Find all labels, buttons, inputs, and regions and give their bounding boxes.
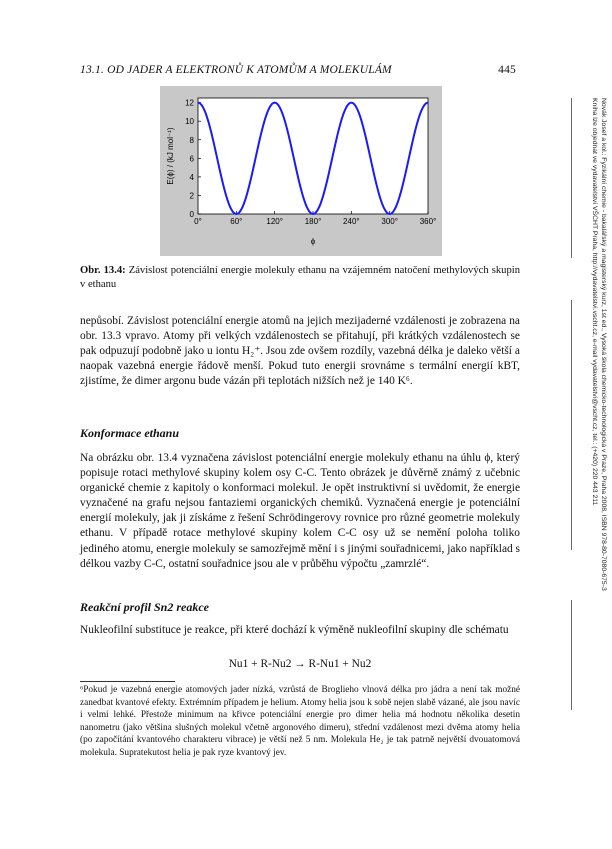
y-tick-label: 6 (189, 154, 194, 164)
y-tick-label: 0 (189, 210, 194, 219)
paragraph-ethane: Na obrázku obr. 13.4 vyznačena závislost potenciální energie molekuly ethanu na úhlu ϕ, který popisuje rotaci methylové skupiny kolem osy C-C. Tento obrázek je důvěrně známý z učebnic organické chemie z kapitoly o konformaci molekul. Je opět instruktivní si uvědomit, že energie vyznačené na grafu nejsou fantaziemi organických chemiků. Vyznačená energie je potenciální energií molekuly, jak ji získáme z řešení Schrödingerovy rovnice pro různé geometrie molekuly ethanu. V případě rotace methylové skupiny kolem C-C osy už se nemění poloha toliko jediného atomu, energie molekuly se samozřejmě mění i s jinými souřadnicemi, jako například s délkou vazby C-C, ostatní souřadnice jsou ale v průběhu výpočtu „zamrzlé“. (80, 452, 520, 570)
x-tick-label: 0° (194, 217, 202, 226)
running-header (80, 64, 516, 80)
caption-text: Závislost potenciální energie molekuly ethanu na vzájemném natočení methylových skupin v ethanu (80, 265, 520, 290)
footnote-6: ⁶Pokud je vazebná energie atomových jader nízká, vzrůstá de Broglieho vlnová délka pro jádra a není tak možné zanedbat kvantové efekty. Extrémním případem je helium. Atomy helia jsou k sobě nejen slabě vázané, ale jsou navíc i velmi lehké. Přestože minimum na křivce potenciální energie pro dimer helia má hodnotu několika desetin nanometru (jako většina slušných molekul včetně argonového dimeru), střední vzdálenost mezi dvěma atomy helia (po započítání kvantového charakteru vibrace) je větší než 5 nm. Molekula He₂ je tak patrně největší dvouatomová molekula. Supratekutost helia je pak ryze kvantový jev. (80, 685, 520, 758)
energy-chart (160, 86, 442, 256)
x-tick-label: 60° (230, 217, 243, 226)
paragraph-sn2: Nukleofilní substituce je reakce, při které dochází k výměně nukleofilní skupiny dle schématu (80, 624, 509, 636)
y-tick-label: 2 (189, 191, 194, 201)
section-heading-sn2: Reakční profil Sn2 reakce (80, 600, 209, 614)
figure-caption (80, 264, 520, 292)
y-tick-label: 4 (189, 172, 194, 182)
plot-area (198, 98, 428, 214)
figure-ethane-energy (160, 86, 442, 256)
y-tick-label: 8 (189, 135, 194, 145)
margin-note-line-2: Kniha lze objednat ve vydavatelství VŠCHT Praha, http://vydavatelstvi.vscht.cz, e-mail vydavatelstvi@vscht.cz, tel.: (+420) 220 443 211 (591, 98, 598, 506)
page-number: 445 (498, 64, 516, 76)
x-tick-label: 120° (266, 217, 283, 226)
chapter-title: 13.1. OD JADER A ELEKTRONŮ K ATOMŮM A MOLEKULÁM (80, 64, 392, 76)
y-tick-label: 10 (185, 117, 194, 127)
x-tick-label: 180° (304, 217, 322, 226)
reaction-equation: Nu1 + R-Nu2 → R-Nu1 + Nu2 (228, 658, 372, 670)
x-tick-label: 360° (419, 217, 437, 226)
x-tick-label: 240° (343, 217, 360, 226)
footnote-divider (80, 681, 175, 682)
y-tick-label: 12 (185, 98, 194, 108)
margin-note-line-1: Novák Josef a kol.: Fyzikální chemie - bakalářský a magisterský kurz, 1st ed., Vysoká škola chemicko-technologická v Praze, Praha 2008, ISBN 978-80-7080-675-3 (600, 98, 607, 591)
caption-label: Obr. 13.4: (80, 265, 126, 276)
margin-publisher-note (572, 98, 612, 698)
x-tick-label: 300° (381, 217, 398, 226)
y-axis-label: E(ϕ) / (kJ mol⁻¹) (166, 127, 175, 185)
section-heading-ethane: Konformace ethanu (80, 426, 180, 440)
paragraph-argon: nepůsobí. Závislost potenciální energie atomů na jejich mezijaderné vzdálenosti je zobrazena na obr. 13.3 vpravo. Atomy při velkých vzdálenostech se přitahují, při krátkých vzdálenostech se pak odpuzují podobně jako u iontu H₂⁺. Jsou zde ovšem rozdíly, vazebná délka je daleko větší a naopak vazebná energie řádově menší. Pokud tuto energii srovnáme s termální energií kBT, zjistíme, že dimer argonu bude vázán při teplotách nižších než je 140 K⁶. (80, 315, 520, 388)
x-axis-label: ϕ (310, 237, 316, 246)
